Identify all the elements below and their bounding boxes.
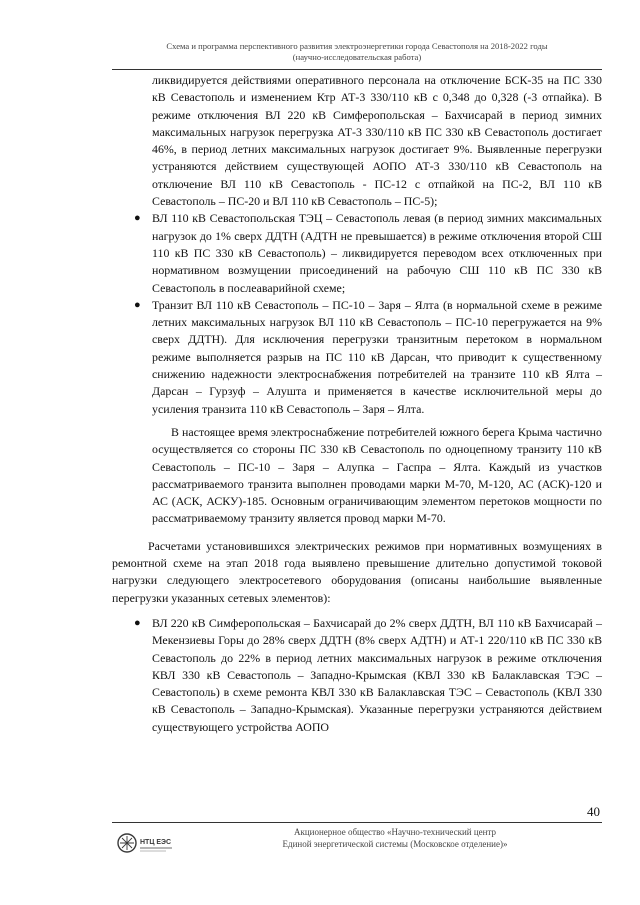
- continued-paragraph: ликвидируется действиями оперативного персонала на отключение БСК-35 на ПС 330 кВ Севастополь и изменением Ктр АТ-3 330/110 кВ с 0,348 до 0,328 (-3 отпайка). В режиме отключения ВЛ 220 кВ Симферопольская – Бахчисарай в период зимних максимальных нагрузок перегрузка АТ-3 330/110 кВ ПС 330 кВ Севастополь достигает 46%, в период летних максимальных нагрузок достигает 9%. Выявленные перегрузки устраняются действием существующей АОПО АТ-3 330/110 кВ Севастополь на отключение ВЛ 110 кВ Севастополь - ПС-12 с отпайкой на ПС-2, ВЛ 110 кВ Севастополь – ПС-20 и ВЛ 110 кВ Севастополь – ПС-5);: [152, 73, 602, 209]
- bullet-list: [112, 210, 602, 418]
- bullet-icon: ●: [134, 616, 141, 629]
- header-divider: [112, 69, 602, 70]
- footer: [200, 826, 590, 850]
- header-title: Схема и программа перспективного развития электроэнергетики города Севастополя на 2018-2022 годы: [166, 41, 548, 51]
- footer-line-2: Единой энергетической системы (Московское отделение)»: [282, 839, 508, 849]
- bullet-text: Транзит ВЛ 110 кВ Севастополь – ПС-10 – Заря – Ялта (в нормальной схеме в режиме летних максимальных нагрузок ВЛ 110 кВ Севастополь – ПС-10 перегружается на 9% сверх ДДТН). Для исключения перегрузки транзитным перетоком в нормальном режиме выполняется разрыв на ПС 110 кВ Дарсан, что приводит к существенному снижению надежности электроснабжения потребителей на транзите 110 кВ Ялта – Дарсан – Гурзуф – Алушта и применяется в качестве исключительной меры до усиления транзита 110 кВ Севастополь – Заря – Ялта.: [152, 297, 602, 416]
- body-paragraph: Расчетами установившихся электрических режимов при нормативных возмущениях в ремонтной схеме на этап 2018 года выявлено превышение длительно допустимой токовой нагрузки следующего электросетевого оборудования (описаны наибольшие выявленные перегрузки указанных сетевых элементов):: [112, 538, 602, 605]
- header-subtitle: (научно-исследовательская работа): [292, 52, 422, 62]
- running-header: [112, 41, 602, 63]
- bullet-icon: ●: [134, 298, 141, 311]
- bullet-icon: ●: [134, 212, 141, 225]
- bullet-item: [112, 615, 602, 736]
- bullet-list-2: [112, 615, 602, 736]
- bullet-text: ВЛ 220 кВ Симферопольская – Бахчисарай до 2% сверх ДДТН, ВЛ 110 кВ Бахчисарай – Мекензиевы Горы до 28% сверх ДДТН (8% сверх АДТН) и АТ-1 220/110 кВ ПС 330 кВ Севастополь до 22% в период летних максимальных нагрузок в режиме отключения КВЛ 330 кВ Севастополь – Западно-Крымская (КВЛ 330 кВ Балаклавская ТЭС – Севастополь) в схеме ремонта КВЛ 330 кВ Балаклавская ТЭС – Севастополь (КВЛ 330 кВ Севастополь – Западно-Крымская). Указанные перегрузки устраняются действием существующего устройства АОПО: [152, 615, 602, 734]
- bullet-item: [112, 210, 602, 296]
- footer-divider: [112, 822, 602, 823]
- company-logo: [114, 828, 174, 864]
- page-number: 40: [587, 804, 600, 819]
- bullet-item: [112, 297, 602, 418]
- page-body: [112, 72, 602, 736]
- logo-text: НТЦ ЕЭС: [140, 839, 172, 846]
- bullet-text: ВЛ 110 кВ Севастопольская ТЭЦ – Севастополь левая (в период зимних максимальных нагрузок до 1% сверх ДДТН (АДТН не превышается) в режиме отключения второй СШ 110 кВ ПС 330 кВ Севастополь) – ликвидируется переводом всех отключенных при нормативном возмущении присоединений на рабочую СШ 110 кВ ПС 330 кВ Севастополь в послеаварийной схеме;: [152, 211, 602, 295]
- sub-paragraph: В настоящее время электроснабжение потребителей южного берега Крыма частично осуществляется со стороны ПС 330 кВ Севастополь по одноцепному транзиту 110 кВ Севастополь – ПС-10 – Заря – Алупка – Гаспра – Ялта. Каждый из участков рассматриваемого транзита выполнен проводами марки М-70, М-120, АС (АСК)-120 и АС (АСК, АСКУ)-185. Основным ограничивающим элементом перетоков мощности по рассматриваемому транзиту является провод марки М-70.: [152, 424, 602, 526]
- footer-line-1: Акционерное общество «Научно-технический центр: [293, 827, 497, 837]
